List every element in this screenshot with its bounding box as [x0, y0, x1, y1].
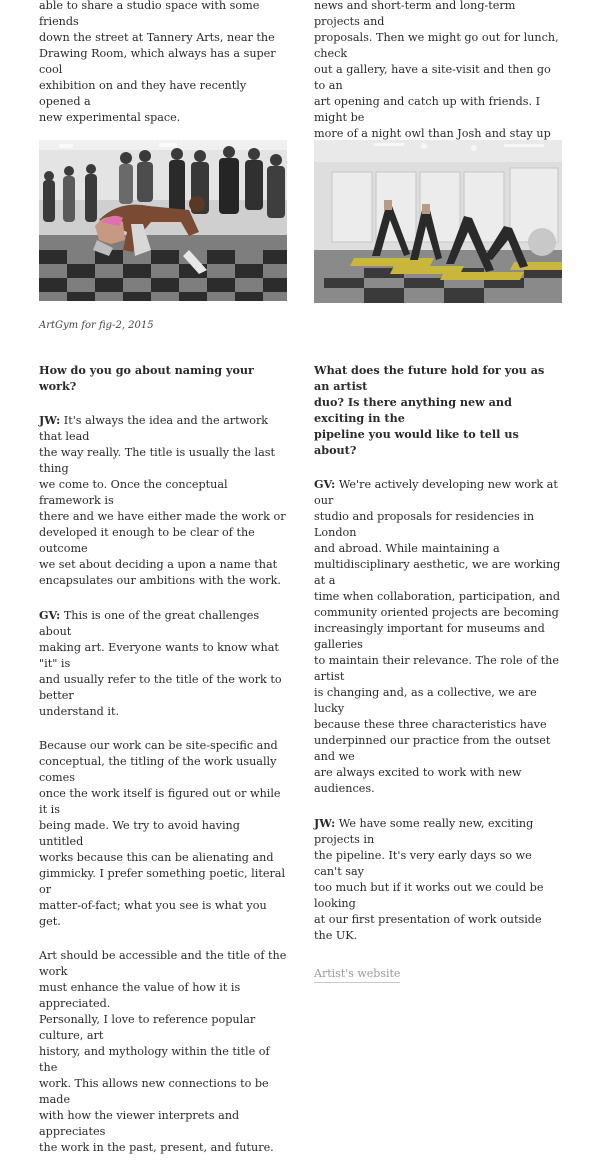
answer-paragraph — [39, 607, 287, 720]
text-line: conceptual, the titling of the work usually comes — [39, 755, 277, 784]
left-top-text — [39, 0, 287, 126]
answer-paragraph — [314, 476, 562, 797]
text-line: to maintain their relevance. The role of the artist — [314, 654, 559, 683]
text-line: history, and mythology within the title of the — [39, 1045, 270, 1074]
text-line: the way really. The title is usually the last thing — [39, 446, 276, 475]
text-line: exhibition on and they have recently opened a — [39, 79, 247, 108]
text-line: We're actively developing new work at our — [314, 478, 558, 507]
answer-paragraph — [39, 412, 287, 589]
text-line: What does the future hold for you as an artist — [314, 363, 545, 393]
text-line: community oriented projects are becoming — [314, 606, 559, 619]
text-line: the pipeline. It's very early days so we can't say — [314, 849, 532, 878]
text-line: developed it enough to be clear of the outcome — [39, 526, 255, 555]
speaker-label: GV: — [39, 608, 61, 622]
text-line: new experimental space. — [39, 111, 181, 124]
text-line: It's always the idea and the artwork that lead — [39, 414, 269, 443]
answer-paragraph — [39, 738, 287, 930]
text-line: is changing and, as a collective, we are lucky — [314, 686, 537, 715]
text-line: We have some really new, exciting projects in — [314, 817, 534, 846]
text-line: Art should be accessible and the title of the work — [39, 949, 287, 978]
artist-website-link[interactable]: Artist's website — [314, 966, 400, 983]
text-line: increasingly important for museums and galleries — [314, 622, 545, 651]
text-line: Because our work can be site-specific and — [39, 739, 278, 752]
yoga-class-photo — [314, 140, 562, 303]
text-line: works because this can be alienating and — [39, 851, 274, 864]
text-line: art opening and catch up with friends. I might be — [314, 95, 541, 124]
right-qa-column — [314, 362, 562, 983]
text-line: able to share a studio space with some friends — [39, 0, 260, 28]
text-line: matter-of-fact; what you see is what you get. — [39, 899, 267, 928]
speaker-label: JW: — [39, 413, 61, 427]
answer-paragraph — [314, 815, 562, 944]
speaker-label: GV: — [314, 477, 336, 491]
text-line: there and we have either made the work or — [39, 510, 286, 523]
text-line: multidisciplinary aesthetic, we are working at a — [314, 558, 561, 587]
artgym-performance-photo — [39, 140, 287, 301]
text-line: we set about deciding a upon a name that — [39, 558, 278, 571]
photo-caption: ArtGym for fig-2, 2015 — [39, 320, 154, 331]
speaker-label: JW: — [314, 816, 336, 830]
left-qa-column — [39, 362, 287, 1174]
text-line: at our first presentation of work outside the UK. — [314, 913, 542, 942]
text-line: and abroad. While maintaining a — [314, 542, 500, 555]
text-line: time when collaboration, participation, and — [314, 590, 560, 603]
text-line: work. This allows new connections to be made — [39, 1077, 269, 1106]
text-line: studio and proposals for residencies in London — [314, 510, 535, 539]
text-line: This is one of the great challenges about — [39, 609, 260, 638]
text-line: news and short-term and long-term projects and — [314, 0, 516, 28]
text-line: duo? Is there anything new and exciting in the — [314, 395, 512, 425]
text-line: we come to. Once the conceptual framework is — [39, 478, 228, 507]
text-line: Drawing Room, which always has a super cool — [39, 47, 276, 76]
text-line: with how the viewer interprets and appreciates — [39, 1109, 240, 1138]
text-line: encapsulates our ambitions with the work. — [39, 574, 281, 587]
text-line: understand it. — [39, 705, 120, 718]
text-line: too much but if it works out we could be looking — [314, 881, 544, 910]
answer-paragraph — [39, 948, 287, 1156]
text-line: out a gallery, have a site-visit and then go to an — [314, 63, 551, 92]
text-line: are always excited to work with new audiences. — [314, 766, 522, 795]
text-line: gimmicky. I prefer something poetic, literal or — [39, 867, 286, 896]
left-top-paragraph — [39, 0, 287, 126]
text-line: and usually refer to the title of the work to better — [39, 673, 282, 702]
text-line: underpinned our practice from the outset and we — [314, 734, 551, 763]
performance-photo-illustration — [39, 140, 287, 301]
text-line: down the street at Tannery Arts, near the — [39, 31, 275, 44]
text-line: making art. Everyone wants to know what "it" is — [39, 641, 279, 670]
text-line: must enhance the value of how it is appreciated. — [39, 981, 241, 1010]
text-line: the work in the past, present, and future. — [39, 1141, 274, 1154]
text-line: pipeline you would like to tell us about? — [314, 427, 519, 457]
text-line: because these three characteristics have — [314, 718, 547, 731]
yoga-photo-illustration — [314, 140, 562, 303]
text-line: proposals. Then we might go out for lunch, check — [314, 31, 559, 60]
text-line: Personally, I love to reference popular culture, art — [39, 1013, 256, 1042]
text-line: being made. We try to avoid having untitled — [39, 819, 240, 848]
text-line: once the work itself is figured out or while it is — [39, 787, 281, 816]
question-heading: How do you go about naming your work? — [39, 363, 254, 393]
question-heading — [314, 362, 562, 458]
text-line: more of a night owl than Josh and stay up — [314, 127, 551, 140]
